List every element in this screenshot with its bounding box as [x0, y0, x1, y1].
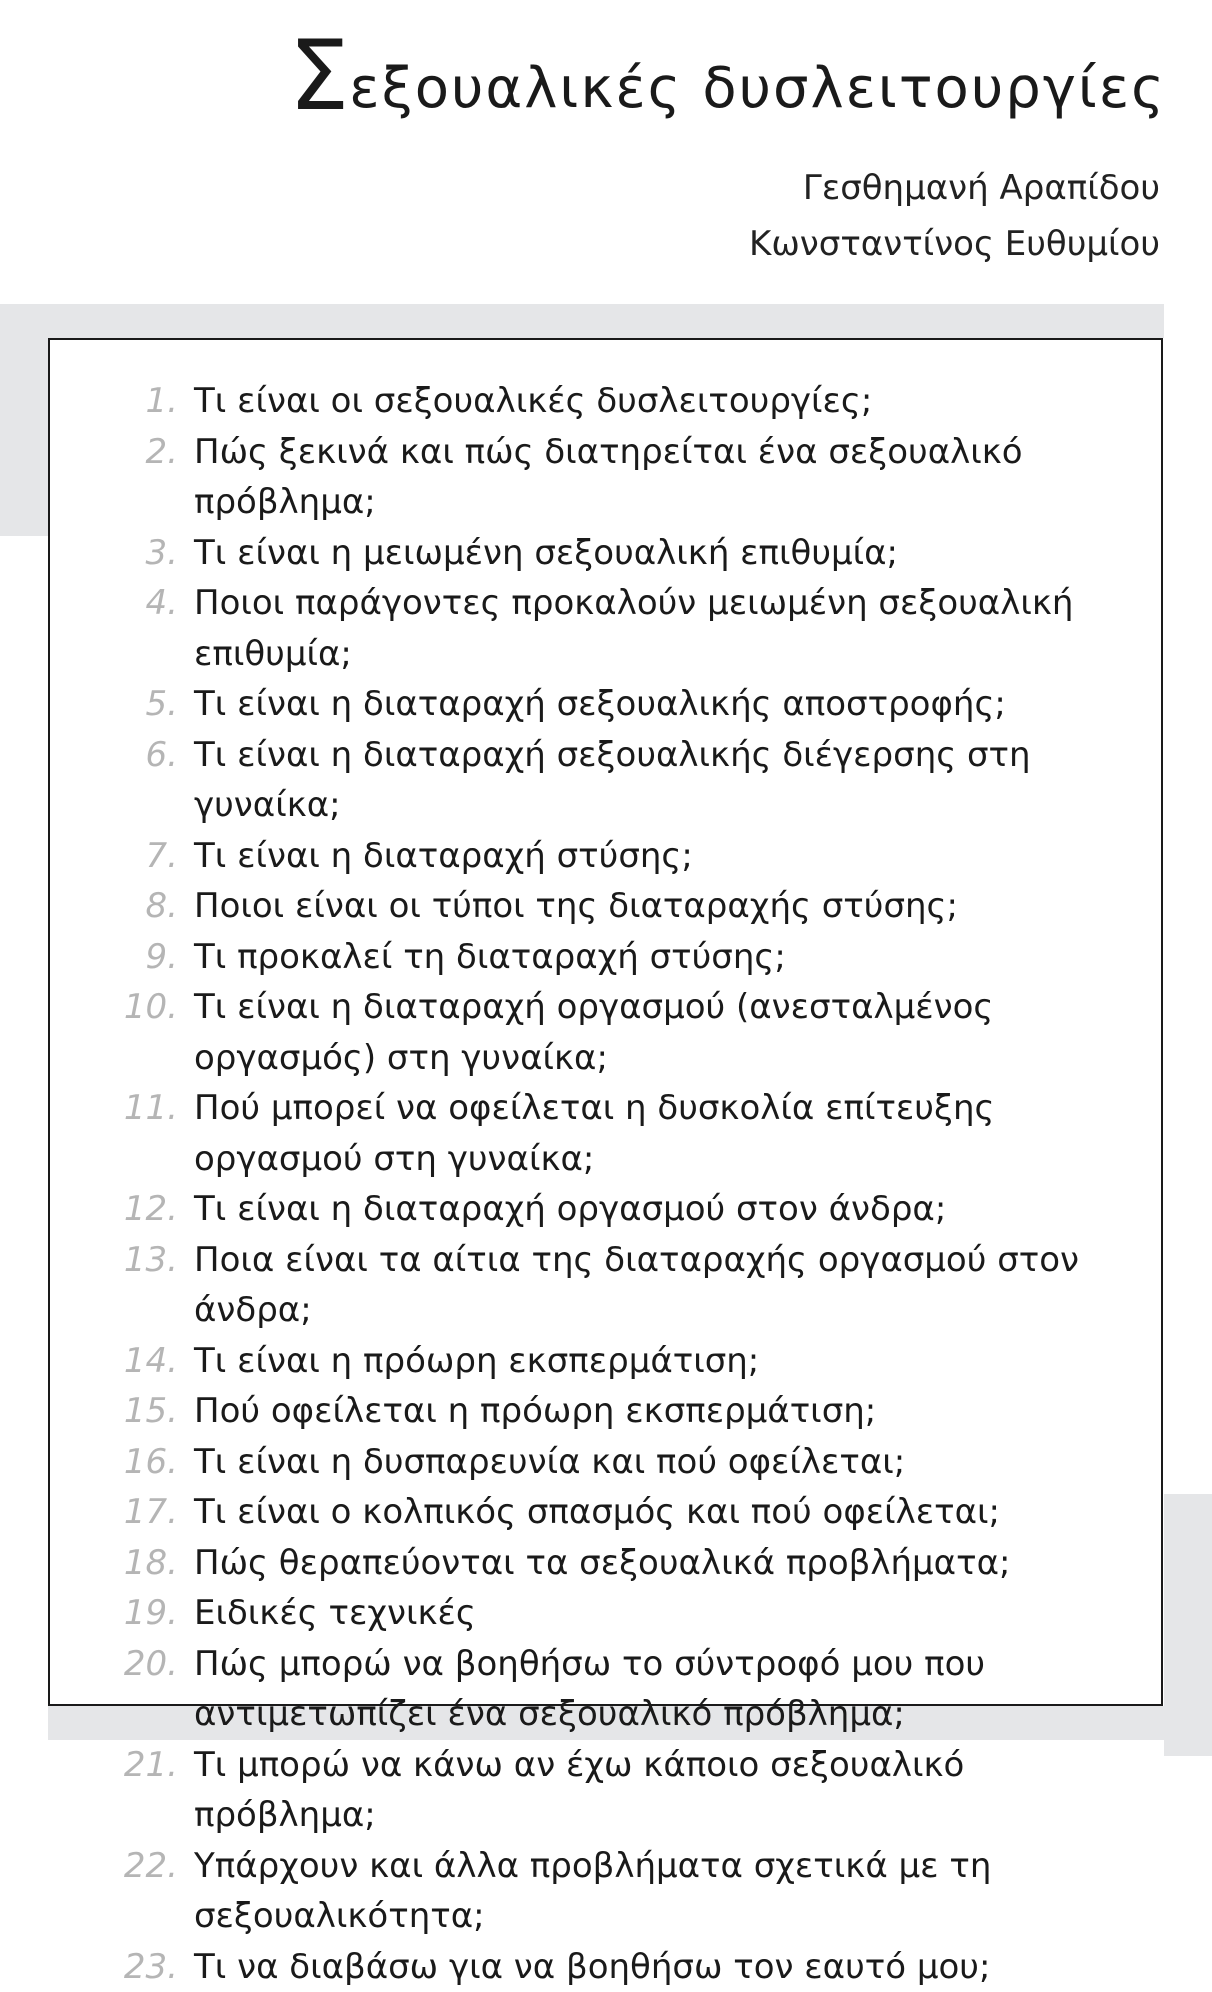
item-title: Τι είναι η διαταραχή οργασμού (ανεσταλμένος οργασμός) στη γυναίκα;	[178, 982, 1136, 1083]
list-item	[76, 679, 1136, 730]
page-title	[289, 28, 1166, 126]
item-number: 10.	[76, 982, 178, 1033]
item-title: Τι είναι η διαταραχή σεξουαλικής αποστροφής;	[178, 679, 1136, 730]
list-item	[76, 1740, 1136, 1841]
item-title: Τι να διαβάσω για να βοηθήσω τον εαυτό μου;	[178, 1942, 1136, 1992]
list-item	[76, 1235, 1136, 1336]
item-number: 13.	[76, 1235, 178, 1286]
list-item	[76, 427, 1136, 528]
list-item	[76, 730, 1136, 831]
list-item	[76, 1841, 1136, 1942]
author-name: Κωνσταντίνος Ευθυμίου	[749, 216, 1160, 272]
item-number: 19.	[76, 1588, 178, 1639]
list-item	[76, 1437, 1136, 1488]
item-title: Ειδικές τεχνικές	[178, 1588, 1136, 1639]
item-title: Τι προκαλεί τη διαταραχή στύσης;	[178, 932, 1136, 983]
item-number: 23.	[76, 1942, 178, 1992]
item-title: Πού μπορεί να οφείλεται η δυσκολία επίτευξης οργασμού στη γυναίκα;	[178, 1083, 1136, 1184]
item-title: Τι είναι η διαταραχή οργασμού στον άνδρα;	[178, 1184, 1136, 1235]
list-item	[76, 1588, 1136, 1639]
item-number: 9.	[76, 932, 178, 983]
item-number: 4.	[76, 578, 178, 629]
author-name: Γεσθημανή Αραπίδου	[749, 160, 1160, 216]
item-title: Ποιοι παράγοντες προκαλούν μειωμένη σεξουαλική επιθυμία;	[178, 578, 1136, 679]
item-title: Τι είναι η διαταραχή στύσης;	[178, 831, 1136, 882]
item-title: Τι μπορώ να κάνω αν έχω κάποιο σεξουαλικό πρόβλημα;	[178, 1740, 1136, 1841]
item-number: 17.	[76, 1487, 178, 1538]
item-title: Τι είναι ο κολπικός σπασμός και πού οφείλεται;	[178, 1487, 1136, 1538]
item-title: Πώς μπορώ να βοηθήσω το σύντροφό μου που αντιμετωπίζει ένα σεξουαλικό πρόβλημα;	[178, 1639, 1136, 1740]
authors	[749, 160, 1160, 272]
item-number: 18.	[76, 1538, 178, 1589]
list-item	[76, 1386, 1136, 1437]
item-number: 20.	[76, 1639, 178, 1690]
item-number: 8.	[76, 881, 178, 932]
item-number: 2.	[76, 427, 178, 478]
list-item	[76, 528, 1136, 579]
list-item	[76, 376, 1136, 427]
item-title: Τι είναι η δυσπαρευνία και πού οφείλεται;	[178, 1437, 1136, 1488]
item-title: Ποιοι είναι οι τύποι της διαταραχής στύσης;	[178, 881, 1136, 932]
table-of-contents	[48, 338, 1163, 1706]
item-number: 21.	[76, 1740, 178, 1791]
list-item	[76, 1942, 1136, 1992]
item-number: 15.	[76, 1386, 178, 1437]
item-number: 22.	[76, 1841, 178, 1892]
decorative-band-top	[0, 304, 1164, 338]
decorative-band-left	[0, 304, 48, 536]
item-title: Τι είναι η διαταραχή σεξουαλικής διέγερσης στη γυναίκα;	[178, 730, 1136, 831]
item-title: Τι είναι η πρόωρη εκσπερμάτιση;	[178, 1336, 1136, 1387]
list-item	[76, 1184, 1136, 1235]
item-title: Πού οφείλεται η πρόωρη εκσπερμάτιση;	[178, 1386, 1136, 1437]
list-item	[76, 1538, 1136, 1589]
item-number: 12.	[76, 1184, 178, 1235]
item-number: 5.	[76, 679, 178, 730]
title-rest: εξουαλικές δυσλειτουργίες	[349, 56, 1166, 121]
list-item	[76, 831, 1136, 882]
item-title: Πώς ξεκινά και πώς διατηρείται ένα σεξουαλικό πρόβλημα;	[178, 427, 1136, 528]
item-number: 16.	[76, 1437, 178, 1488]
item-number: 1.	[76, 376, 178, 427]
item-title: Τι είναι οι σεξουαλικές δυσλειτουργίες;	[178, 376, 1136, 427]
item-title: Υπάρχουν και άλλα προβλήματα σχετικά με τη σεξουαλικότητα;	[178, 1841, 1136, 1942]
list-item	[76, 982, 1136, 1083]
item-number: 7.	[76, 831, 178, 882]
list-item	[76, 1083, 1136, 1184]
list-item	[76, 578, 1136, 679]
toc-list	[76, 376, 1136, 1992]
list-item	[76, 932, 1136, 983]
title-initial: Σ	[289, 20, 350, 132]
item-number: 14.	[76, 1336, 178, 1387]
item-number: 6.	[76, 730, 178, 781]
item-title: Τι είναι η μειωμένη σεξουαλική επιθυμία;	[178, 528, 1136, 579]
item-title: Ποια είναι τα αίτια της διαταραχής οργασμού στον άνδρα;	[178, 1235, 1136, 1336]
item-number: 3.	[76, 528, 178, 579]
list-item	[76, 1487, 1136, 1538]
list-item	[76, 881, 1136, 932]
list-item	[76, 1639, 1136, 1740]
item-title: Πώς θεραπεύονται τα σεξουαλικά προβλήματα;	[178, 1538, 1136, 1589]
list-item	[76, 1336, 1136, 1387]
item-number: 11.	[76, 1083, 178, 1134]
